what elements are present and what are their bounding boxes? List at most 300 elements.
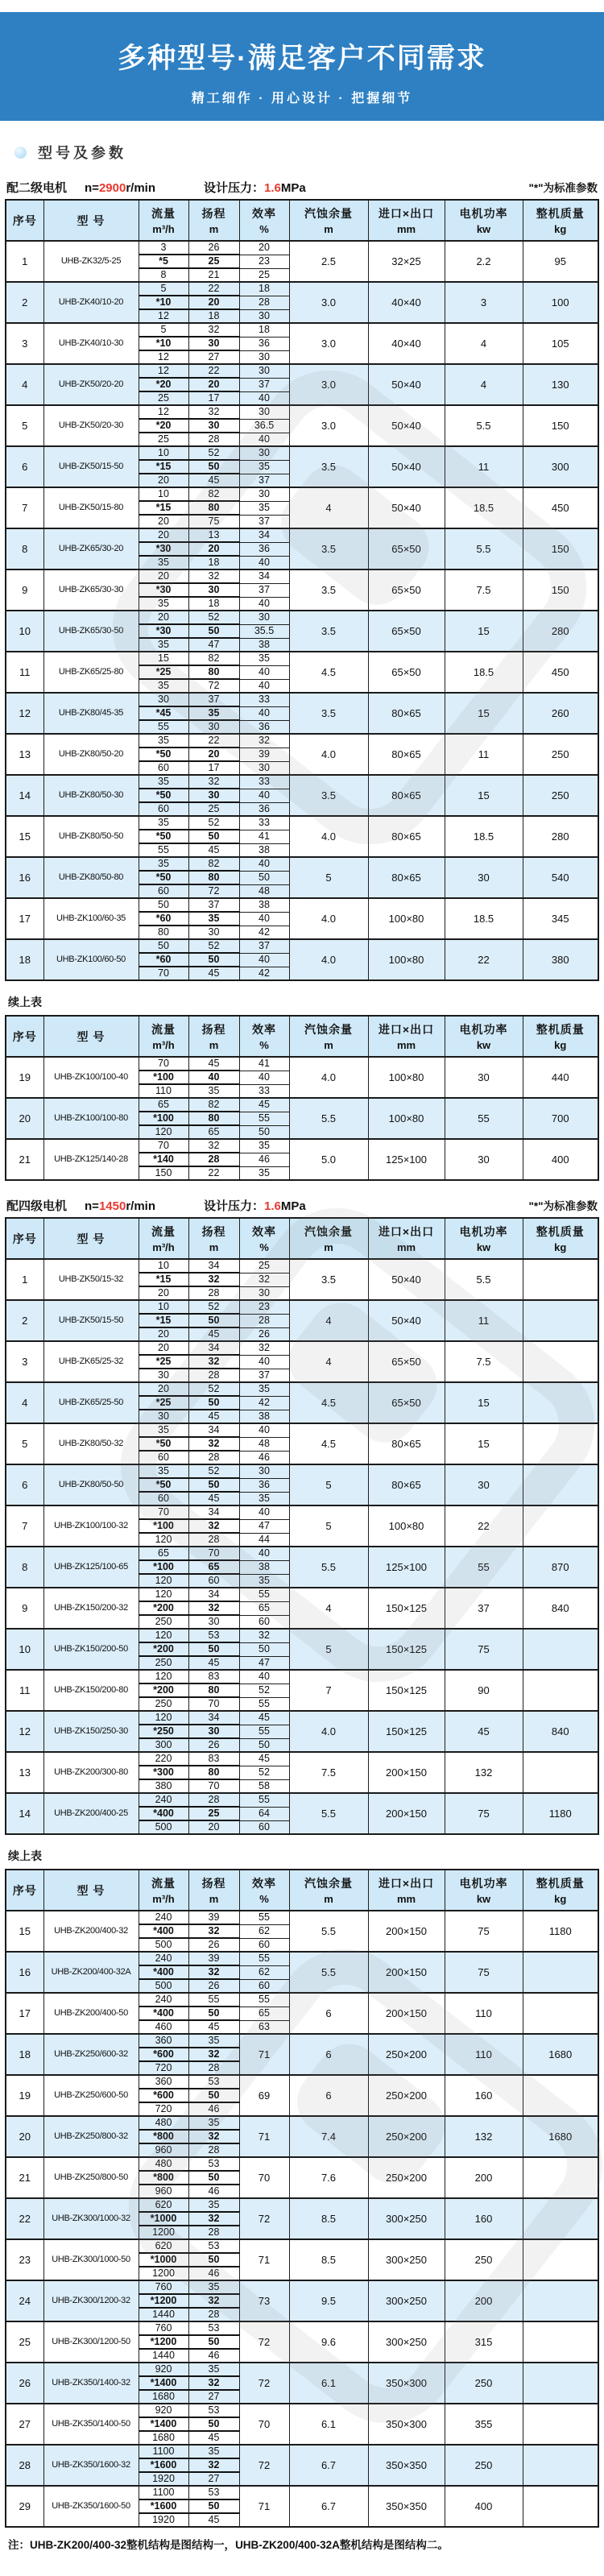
cell-head: 50 [188, 1478, 239, 1492]
cell-flow: *20 [139, 378, 188, 391]
cell-mass [523, 2280, 598, 2321]
cell-model: UHB-ZK100/100-32 [43, 1505, 139, 1547]
cell-flow: 500 [139, 1938, 188, 1952]
cell-ports: 300×250 [368, 2239, 445, 2280]
cell-head: 53 [188, 2075, 239, 2089]
cell-npsh: 3.5 [289, 693, 368, 734]
cell-seq: 1 [6, 1259, 43, 1300]
cell-ports: 150×125 [368, 1711, 445, 1752]
cell-model: UHB-ZK350/1600-32 [43, 2445, 139, 2486]
section-head [14, 142, 604, 163]
cell-mass [523, 1464, 598, 1505]
cell-head: 21 [188, 268, 239, 282]
cell-mass: 840 [523, 1711, 598, 1752]
cell-ports: 350×350 [368, 2486, 445, 2527]
cell-flow: *50 [139, 748, 188, 761]
spec-table-2pole-continued [5, 1015, 599, 1181]
cell-flow: *1000 [139, 2253, 188, 2267]
cell-head: 34 [188, 1341, 239, 1355]
cell-head: 30 [188, 1615, 239, 1629]
cell-eff: 45 [239, 1752, 289, 1766]
cell-head: 53 [188, 2239, 239, 2253]
cell-eff: 64 [239, 1807, 289, 1820]
cell-flow: *1200 [139, 2294, 188, 2308]
cell-head: 37 [188, 898, 239, 912]
cell-flow: *100 [139, 1519, 188, 1533]
cell-eff: 65 [239, 1601, 289, 1615]
cell-eff: 33 [239, 693, 289, 706]
cell-flow: *400 [139, 1807, 188, 1820]
cell-seq: 11 [6, 652, 43, 693]
cell-flow: 25 [139, 433, 188, 446]
cell-flow: *25 [139, 665, 188, 679]
cell-seq: 8 [6, 1547, 43, 1588]
cell-eff: 34 [239, 528, 289, 542]
cell-head: 28 [188, 1153, 239, 1166]
cell-model: UHB-ZK65/25-32 [43, 1341, 139, 1382]
cell-head: 40 [188, 1071, 239, 1084]
cell-power: 15 [445, 611, 523, 652]
cell-head: 47 [188, 638, 239, 652]
cell-npsh: 4.0 [289, 734, 368, 775]
cell-head: 35 [188, 2198, 239, 2212]
cell-npsh: 3.5 [289, 528, 368, 569]
cell-flow: 20 [139, 611, 188, 624]
cell-ports: 50×40 [368, 446, 445, 487]
pump-row-9-sub1 [6, 1588, 598, 1601]
cell-eff: 37 [239, 378, 289, 391]
standard-note: "*"为标准参数 [528, 182, 598, 194]
cell-power: 160 [445, 2075, 523, 2116]
cell-eff: 40 [239, 1670, 289, 1684]
cell-head: 65 [188, 1125, 239, 1139]
cell-head: 46 [188, 2185, 239, 2198]
cell-ports: 80×65 [368, 1464, 445, 1505]
cell-head: 30 [188, 1725, 239, 1738]
cell-power: 400 [445, 2486, 523, 2527]
pump-row-19-sub1 [6, 2075, 598, 2089]
cell-head: 39 [188, 1911, 239, 1924]
pump-row-10-sub1 [6, 1629, 598, 1642]
cell-model: UHB-ZK250/600-50 [43, 2075, 139, 2116]
cell-head: 34 [188, 1588, 239, 1601]
cell-head: 18 [188, 309, 239, 323]
cell-power: 30 [445, 1139, 523, 1180]
cell-head: 32 [188, 1601, 239, 1615]
cell-flow: 30 [139, 693, 188, 706]
cell-head: 25 [188, 1807, 239, 1820]
cell-eff: 25 [239, 1259, 289, 1273]
cell-flow: 1100 [139, 2486, 188, 2499]
cell-mass: 840 [523, 1588, 598, 1629]
cell-npsh: 9.6 [289, 2321, 368, 2363]
cell-flow: 720 [139, 2061, 188, 2075]
cell-power: 90 [445, 1670, 523, 1711]
cell-power: 250 [445, 2445, 523, 2486]
cell-mass [523, 1629, 598, 1670]
cell-flow: 760 [139, 2280, 188, 2294]
cell-seq: 13 [6, 734, 43, 775]
cell-ports: 40×40 [368, 282, 445, 323]
cell-eff: 36 [239, 802, 289, 816]
cell-model: UHB-ZK80/50-20 [43, 734, 139, 775]
cell-npsh: 6.7 [289, 2445, 368, 2486]
cell-flow: *10 [139, 296, 188, 309]
pump-row-11-sub1 [6, 652, 598, 665]
cell-eff: 33 [239, 775, 289, 789]
cell-flow: *1600 [139, 2458, 188, 2472]
cell-effm: 70 [239, 2157, 289, 2198]
cell-eff: 30 [239, 1464, 289, 1478]
col-header-mass: 整机质量 kg [523, 200, 598, 241]
cell-eff: 30 [239, 761, 289, 775]
cell-mass: 540 [523, 857, 598, 898]
cell-flow: 120 [139, 1588, 188, 1601]
cell-head: 65 [188, 1560, 239, 1574]
cell-ports: 65×50 [368, 528, 445, 569]
cell-flow: *15 [139, 460, 188, 474]
cell-head: 28 [188, 433, 239, 446]
cell-head: 25 [188, 802, 239, 816]
col-header-mass: 整机质量 kg [523, 1016, 598, 1057]
cell-model: UHB-ZK100/100-40 [43, 1057, 139, 1098]
cell-ports: 80×65 [368, 816, 445, 857]
cell-mass: 250 [523, 775, 598, 816]
cell-flow: *250 [139, 1725, 188, 1738]
cell-eff: 55 [239, 1588, 289, 1601]
cell-power: 45 [445, 1711, 523, 1752]
cell-power: 5.5 [445, 405, 523, 446]
cell-ports: 150×125 [368, 1588, 445, 1629]
pump-row-3-sub1 [6, 1341, 598, 1355]
cell-mass: 300 [523, 446, 598, 487]
cell-flow: 120 [139, 1125, 188, 1139]
cell-flow: 120 [139, 1574, 188, 1588]
cell-eff: 40 [239, 912, 289, 926]
cell-ports: 300×250 [368, 2198, 445, 2239]
cell-flow: *1400 [139, 2417, 188, 2431]
cell-mass: 100 [523, 282, 598, 323]
cell-seq: 21 [6, 2157, 43, 2198]
cell-seq: 7 [6, 487, 43, 528]
cell-head: 80 [188, 871, 239, 884]
cell-mass [523, 2239, 598, 2280]
cell-npsh: 3.5 [289, 446, 368, 487]
cell-flow: 35 [139, 597, 188, 611]
cell-head: 27 [188, 2390, 239, 2404]
cell-eff: 35 [239, 652, 289, 665]
cell-eff: 30 [239, 309, 289, 323]
cell-power: 160 [445, 2198, 523, 2239]
cell-power: 30 [445, 1057, 523, 1098]
cell-power: 132 [445, 2116, 523, 2157]
cell-head: 17 [188, 391, 239, 405]
cell-seq: 22 [6, 2198, 43, 2239]
pump-row-1-sub1 [6, 1259, 598, 1273]
cell-ports: 150×125 [368, 1670, 445, 1711]
cell-model: UHB-ZK80/50-80 [43, 857, 139, 898]
cell-effm: 69 [239, 2075, 289, 2116]
cell-head: 32 [188, 1519, 239, 1533]
col-header-ports: 进口×出口 mm [368, 1016, 445, 1057]
cell-model: UHB-ZK200/400-32 [43, 1911, 139, 1952]
bullet-ball-icon [14, 147, 27, 159]
pump-row-26-sub1 [6, 2363, 598, 2376]
cell-mass: 1180 [523, 1911, 598, 1952]
cell-eff: 55 [239, 1952, 289, 1965]
cell-head: 72 [188, 884, 239, 898]
cell-eff: 55 [239, 1793, 289, 1807]
cell-head: 52 [188, 1382, 239, 1396]
cell-power: 5.5 [445, 528, 523, 569]
pump-row-15-sub1 [6, 816, 598, 830]
cell-head: 26 [188, 1938, 239, 1952]
cell-npsh: 5.5 [289, 1793, 368, 1834]
cell-ports: 65×50 [368, 652, 445, 693]
cell-head: 60 [188, 1574, 239, 1588]
cell-eff: 55 [239, 1112, 289, 1125]
pump-row-7-sub1 [6, 1505, 598, 1519]
cell-ports: 50×40 [368, 487, 445, 528]
cell-flow: 80 [139, 926, 188, 939]
cell-model: UHB-ZK50/15-32 [43, 1259, 139, 1300]
cell-head: 80 [188, 1112, 239, 1125]
cell-eff: 35 [239, 501, 289, 515]
cell-head: 28 [188, 2308, 239, 2321]
cell-power: 30 [445, 1464, 523, 1505]
cell-head: 20 [188, 378, 239, 391]
cell-head: 50 [188, 2171, 239, 2185]
col-header-ports: 进口×出口 mm [368, 1218, 445, 1259]
cell-seq: 5 [6, 405, 43, 446]
cell-seq: 17 [6, 1993, 43, 2034]
col-header-power: 电机功率 kw [445, 1870, 523, 1911]
cell-npsh: 3.5 [289, 775, 368, 816]
cell-eff: 50 [239, 1738, 289, 1752]
cell-ports: 80×65 [368, 857, 445, 898]
cell-head: 80 [188, 501, 239, 515]
cell-flow: 1100 [139, 2445, 188, 2458]
cell-eff: 30 [239, 405, 289, 419]
cell-seq: 25 [6, 2321, 43, 2363]
cell-eff: 35.5 [239, 624, 289, 638]
cell-power: 355 [445, 2404, 523, 2445]
cell-flow: 1680 [139, 2431, 188, 2445]
cell-flow: 35 [139, 556, 188, 569]
cell-head: 50 [188, 2417, 239, 2431]
cell-mass [523, 1670, 598, 1711]
cell-head: 72 [188, 679, 239, 693]
cell-head: 22 [188, 364, 239, 378]
cell-power: 2.2 [445, 241, 523, 282]
cell-flow: 35 [139, 638, 188, 652]
cell-seq: 20 [6, 2116, 43, 2157]
cell-head: 35 [188, 2116, 239, 2130]
cell-head: 45 [188, 967, 239, 980]
cell-power: 18.5 [445, 652, 523, 693]
cell-power: 200 [445, 2157, 523, 2198]
footer-note [8, 2536, 598, 2552]
cell-head: 28 [188, 1451, 239, 1464]
cell-seq: 10 [6, 1629, 43, 1670]
cell-seq: 3 [6, 1341, 43, 1382]
col-header-eff: 效率 % [239, 1016, 289, 1057]
cell-model: UHB-ZK65/30-50 [43, 611, 139, 652]
cell-eff: 30 [239, 611, 289, 624]
cell-head: 52 [188, 816, 239, 830]
cell-flow: 5 [139, 323, 188, 337]
cell-seq: 13 [6, 1752, 43, 1793]
cell-model: UHB-ZK350/1400-32 [43, 2363, 139, 2404]
cell-eff: 38 [239, 843, 289, 857]
cell-flow: 960 [139, 2185, 188, 2198]
motor-label: 配四级电机 [6, 1199, 68, 1213]
col-header-seq: 序号 [6, 1016, 43, 1057]
cell-head: 25 [188, 255, 239, 268]
cell-flow: 70 [139, 967, 188, 980]
cell-head: 32 [188, 2130, 239, 2143]
cell-head: 50 [188, 460, 239, 474]
cell-flow: *600 [139, 2089, 188, 2102]
cell-npsh: 5.5 [289, 1547, 368, 1588]
cell-eff: 23 [239, 1300, 289, 1314]
cell-flow: *50 [139, 789, 188, 802]
cell-head: 55 [188, 1993, 239, 2007]
cell-flow: 240 [139, 1952, 188, 1965]
cell-head: 39 [188, 1952, 239, 1965]
cell-mass: 345 [523, 898, 598, 939]
cell-head: 53 [188, 1629, 239, 1642]
cell-effm: 72 [239, 2445, 289, 2486]
cell-head: 22 [188, 282, 239, 296]
cell-flow: 120 [139, 1711, 188, 1725]
cell-npsh: 6 [289, 1993, 368, 2034]
cell-eff: 41 [239, 830, 289, 843]
cell-flow: *50 [139, 1437, 188, 1451]
cell-power: 132 [445, 1752, 523, 1793]
cell-npsh: 4.5 [289, 1423, 368, 1464]
col-header-head: 扬程 m [188, 1218, 239, 1259]
col-header-npsh: 汽蚀余量 m [289, 200, 368, 241]
cell-head: 32 [188, 569, 239, 583]
cell-eff: 40 [239, 857, 289, 871]
cell-mass [523, 1423, 598, 1464]
cell-model: UHB-ZK50/15-50 [43, 1300, 139, 1341]
cell-eff: 46 [239, 1451, 289, 1464]
cell-flow: 500 [139, 1979, 188, 1993]
cell-mass: 280 [523, 816, 598, 857]
cell-mass: 1680 [523, 2034, 598, 2075]
cell-eff: 47 [239, 1656, 289, 1670]
pump-row-24-sub1 [6, 2280, 598, 2294]
cell-flow: 55 [139, 843, 188, 857]
cell-flow: 65 [139, 1547, 188, 1560]
cell-flow: 150 [139, 1166, 188, 1180]
cell-flow: *400 [139, 1965, 188, 1979]
cell-eff: 40 [239, 789, 289, 802]
cell-npsh: 4 [289, 1341, 368, 1382]
cell-seq: 10 [6, 611, 43, 652]
cell-head: 52 [188, 1300, 239, 1314]
cell-npsh: 8.5 [289, 2239, 368, 2280]
cell-head: 52 [188, 611, 239, 624]
cell-eff: 35 [239, 1492, 289, 1505]
cell-head: 17 [188, 761, 239, 775]
cell-eff: 36 [239, 1478, 289, 1492]
cell-head: 52 [188, 939, 239, 953]
cell-model: UHB-ZK100/100-80 [43, 1098, 139, 1139]
cell-flow: 3 [139, 241, 188, 255]
cell-eff: 36 [239, 542, 289, 556]
cell-eff: 65 [239, 2007, 289, 2020]
cell-power: 15 [445, 1423, 523, 1464]
cell-model: UHB-ZK65/30-20 [43, 528, 139, 569]
cell-eff: 37 [239, 474, 289, 487]
col-header-flow: 流量 m³/h [139, 1016, 188, 1057]
cell-mass [523, 1341, 598, 1382]
cell-power: 75 [445, 1793, 523, 1834]
cell-flow: *800 [139, 2130, 188, 2143]
cell-mass: 95 [523, 241, 598, 282]
cell-mass: 150 [523, 528, 598, 569]
cell-model: UHB-ZK50/20-30 [43, 405, 139, 446]
cell-model: UHB-ZK300/1200-50 [43, 2321, 139, 2363]
cell-flow: 380 [139, 1779, 188, 1793]
cell-model: UHB-ZK300/1000-50 [43, 2239, 139, 2280]
cell-flow: 8 [139, 268, 188, 282]
cell-eff: 32 [239, 1341, 289, 1355]
cell-head: 50 [188, 2007, 239, 2020]
cell-eff: 32 [239, 734, 289, 748]
cell-mass: 150 [523, 569, 598, 611]
pump-row-13-sub1 [6, 734, 598, 748]
cell-flow: *25 [139, 1355, 188, 1369]
pump-row-1-sub1 [6, 241, 598, 255]
cell-npsh: 6.1 [289, 2363, 368, 2404]
cell-head: 20 [188, 296, 239, 309]
cell-npsh: 3.0 [289, 364, 368, 405]
cell-npsh: 2.5 [289, 241, 368, 282]
cell-flow: *30 [139, 624, 188, 638]
cell-flow: 120 [139, 1533, 188, 1547]
cell-flow: 60 [139, 761, 188, 775]
cell-effm: 71 [239, 2116, 289, 2157]
cell-mass: 450 [523, 652, 598, 693]
cell-eff: 37 [239, 939, 289, 953]
cell-flow: 720 [139, 2102, 188, 2116]
cell-flow: 20 [139, 1327, 188, 1341]
cell-head: 32 [188, 2376, 239, 2390]
cell-eff: 50 [239, 871, 289, 884]
cell-head: 32 [188, 2294, 239, 2308]
cell-eff: 30 [239, 446, 289, 460]
cell-head: 82 [188, 857, 239, 871]
cell-npsh: 4 [289, 1588, 368, 1629]
cell-eff: 28 [239, 296, 289, 309]
cell-head: 45 [188, 1057, 239, 1071]
cell-npsh: 6 [289, 2075, 368, 2116]
cell-mass [523, 2486, 598, 2527]
cell-seq: 18 [6, 939, 43, 980]
cell-eff: 48 [239, 884, 289, 898]
col-header-npsh: 汽蚀余量 m [289, 1870, 368, 1911]
cell-head: 35 [188, 2445, 239, 2458]
cell-head: 45 [188, 1410, 239, 1423]
cell-head: 37 [188, 693, 239, 706]
cell-flow: 1920 [139, 2513, 188, 2527]
pump-row-20-sub1 [6, 2116, 598, 2130]
cell-mass: 260 [523, 693, 598, 734]
